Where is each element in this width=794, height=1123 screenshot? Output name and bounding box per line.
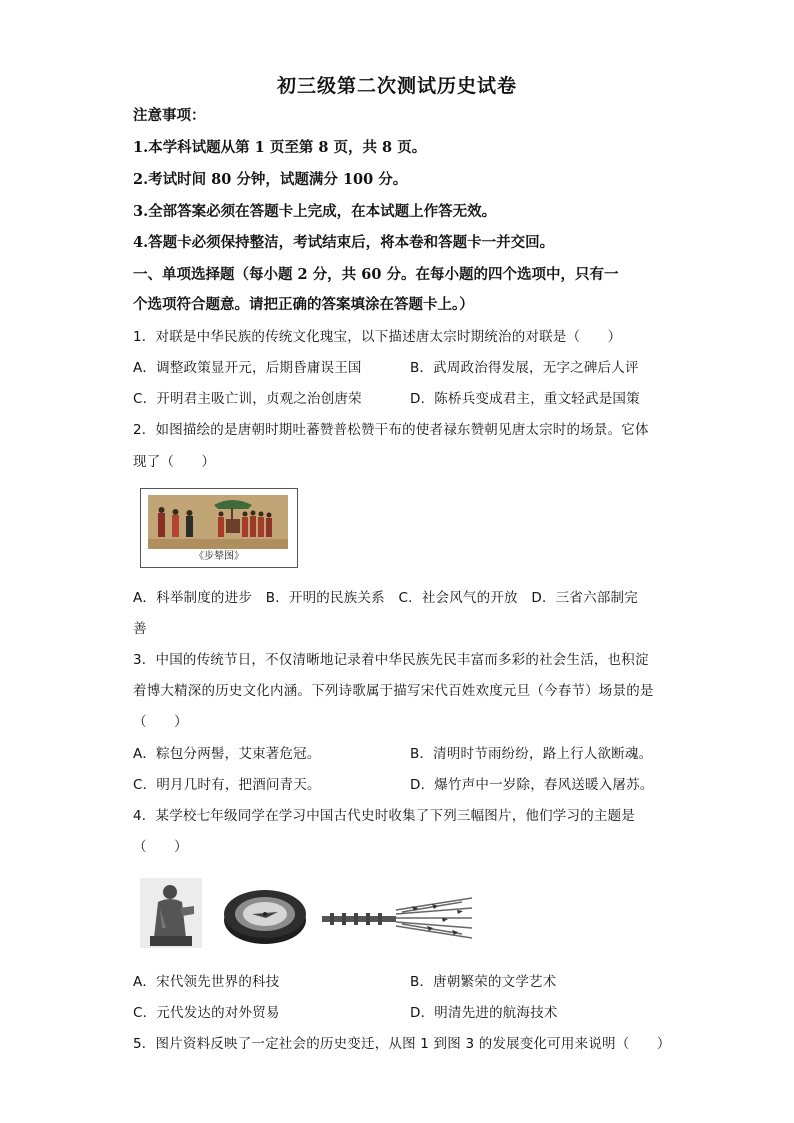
question-4-option-c: C．元代发达的对外贸易	[133, 1005, 280, 1021]
question-4-stem: 4．某学校七年级同学在学习中国古代史时收集了下列三幅图片，他们学习的主题是	[133, 808, 635, 824]
rocket-arrow-photo	[322, 896, 472, 942]
notice-item: 2.考试时间 80 分钟，试题满分 100 分。	[133, 171, 408, 188]
notice-item: 4.答题卡必须保持整洁，考试结束后，将本卷和答题卡一并交回。	[133, 234, 555, 251]
question-4-option-a: A．宋代领先世界的科技	[133, 974, 280, 990]
question-5-stem: 5．图片资料反映了一定社会的历史变迁，从图 1 到图 3 的发展变化可用来说明（ ）	[133, 1036, 671, 1052]
notice-item: 3.全部答案必须在答题卡上完成，在本试题上作答无效。	[133, 203, 497, 220]
question-2-stem-wrap: 现了（ ）	[133, 454, 216, 470]
statue-photo	[140, 878, 202, 948]
question-4-stem-wrap: （ ）	[133, 839, 188, 855]
question-1-stem: 1．对联是中华民族的传统文化瑰宝，以下描述唐太宗时期统治的对联是（ ）	[133, 329, 622, 345]
notice-item: 1.本学科试题从第 1 页至第 8 页，共 8 页。	[133, 139, 427, 156]
section-heading-wrap: 个选项符合题意。请把正确的答案填涂在答题卡上。）	[133, 296, 474, 313]
question-2-stem: 2．如图描绘的是唐朝时期吐蕃赞普松赞干布的使者禄东赞朝见唐太宗时的场景。它体	[133, 422, 649, 438]
question-1-option-b: B．武周政治得发展，无字之碑后人评	[410, 360, 639, 376]
question-1-option-c: C．开明君主吸亡训，贞观之治创唐荣	[133, 391, 362, 407]
question-1-option-a: A．调整政策显开元，后期昏庸误王国	[133, 360, 362, 376]
question-1-option-d: D．陈桥兵变成君主，重文轻武是国策	[410, 391, 640, 407]
notice-heading: 注意事项：	[133, 107, 206, 124]
compass-photo	[222, 884, 308, 946]
question-4-option-d: D．明清先进的航海技术	[410, 1005, 558, 1021]
section-heading: 一、单项选择题（每小题 2 分，共 60 分。在每小题的四个选项中，只有一	[133, 266, 619, 283]
page-title: 初三级第二次测试历史试卷	[276, 75, 517, 97]
question-3-stem: 3．中国的传统节日，不仅清晰地记录着中华民族先民丰富而多彩的社会生活，也积淀	[133, 652, 649, 668]
bubuniantu-painting	[148, 495, 288, 549]
question-3-stem-paren: （ ）	[133, 714, 188, 730]
question-3-stem-wrap: 着博大精深的历史文化内涵。下列诗歌属于描写宋代百姓欢度元旦（今春节）场景的是	[133, 683, 654, 699]
question-4-option-b: B．唐朝繁荣的文学艺术	[410, 974, 557, 990]
question-3-option-c: C．明月几时有，把酒问青天。	[133, 777, 321, 793]
bubuniantu-figure	[140, 488, 298, 568]
question-3-option-a: A．粽包分两髻，艾束著危冠。	[133, 746, 321, 762]
question-2-options-wrap: 善	[133, 621, 147, 637]
question-3-option-d: D．爆竹声中一岁除，春风送暖入屠苏。	[410, 777, 654, 793]
figure-caption: 《步辇图》	[194, 551, 244, 562]
question-3-option-b: B．清明时节雨纷纷，路上行人欲断魂。	[410, 746, 653, 762]
question-2-options: A．科举制度的进步 B．开明的民族关系 C．社会风气的开放 D．三省六部制完	[133, 590, 638, 606]
